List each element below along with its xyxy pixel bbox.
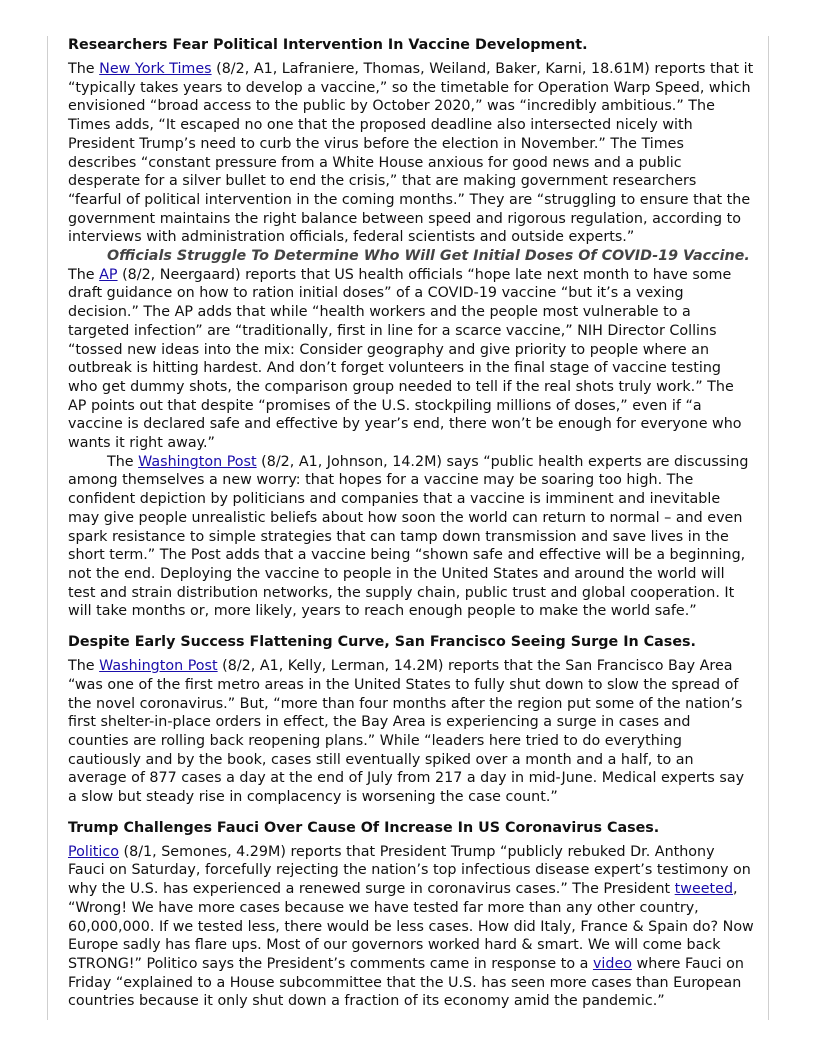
ap-link[interactable]: AP [99, 266, 118, 283]
newsletter-body [68, 36, 754, 1023]
article-paragraph [68, 657, 754, 807]
article-headline: Despite Early Success Flattening Curve, San Francisco Seeing Surge In Cases. [68, 634, 696, 651]
paragraph-text: The [107, 453, 139, 470]
paragraph-text: The [68, 658, 100, 675]
article-headline: Trump Challenges Fauci Over Cause Of Increase In US Coronavirus Cases. [68, 819, 660, 836]
article-headline: Researchers Fear Political Intervention In Vaccine Development. [68, 37, 588, 53]
paragraph-text: (8/2, A1, Johnson, 14.2M) says “public health experts are discussing among themselves a new worry: that hopes for a vaccine may be soaring too high. The confident depiction by politicians and companies that a vaccine is imminent and inevitable may give people unrealistic beliefs about how soon the world can return to normal – and even spark resistance to simple strategies that can tamp down transmission and save lives in the short term.” The Post adds that a vaccine being “shown safe and effective will be a beginning, not the end. Deploying the vaccine to people in the United States and around the world will test and strain distribution networks, the supply chain, public trust and global cooperation. It will take months or, more likely, years to reach enough people to make the world safe.” [68, 453, 749, 620]
article-paragraph [68, 453, 754, 621]
article-paragraph [68, 247, 754, 453]
paragraph-text: (8/2, A1, Kelly, Lerman, 14.2M) reports that the San Francisco Bay Area “was one of the first metro areas in the United States to fully shut down to slow the spread of the novel coronavirus.” But, “more than four months after the region put some of the nation’s first shelter-in-place orders in effect, the Bay Area is experiencing a surge in cases and counties are rolling back reopening plans.” While “leaders here tried to do everything cautiously and by the book, cases still eventually spiked over a month and a half, to an average of 877 cases a day at the end of July from 217 a day in mid-June. Medical experts say a slow but steady rise in complacency is worsening the case count.” [68, 658, 745, 806]
paragraph-text: (8/2, A1, Lafraniere, Thomas, Weiland, Baker, Karni, 18.61M) reports that it “typically takes years to develop a vaccine,” so the timetable for Operation Warp Speed, which envisioned “broad access to the public by October 2020,” was “incredibly ambitious.” The Times adds, “It escaped no one that the proposed deadline also intersected nicely with President Trump’s need to curb the virus before the election in November.” The Times describes “constant pressure from a White House anxious for good news and a public desperate for a silver bullet to end the crisis,” that are making government researchers “fearful of political intervention in the coming months.” They are “struggling to ensure that the government maintains the right balance between speed and rigorous regulation, according to interviews with administration officials, federal scientists and outside experts.” [68, 61, 754, 246]
article-paragraph [68, 60, 754, 247]
politico-link[interactable]: Politico [68, 843, 119, 860]
paragraph-subheadline: Officials Struggle To Determine Who Will Get Initial Doses Of COVID-19 Vaccine. [107, 248, 750, 265]
paragraph-text: The [68, 61, 100, 77]
right-margin-rule [768, 36, 769, 1020]
article-vaccine-intervention [68, 36, 754, 621]
new-york-times-link[interactable]: New York Times [99, 61, 212, 77]
video-link[interactable]: video [592, 955, 633, 972]
paragraph-text: (8/2, Neergaard) reports that US health officials “hope late next month to have some draft guidance on how to ration initial doses” of a COVID-19 vaccine “but it’s a vexing decision.” The AP adds that while “health workers and the people most vulnerable to a targeted infection” are “traditionally, first in line for a scarce vaccine,” NIH Director Collins “tossed new ideas into the mix: Consider geography and give priority to people where an outbreak is hitting hardest. And don’t forget volunteers in the final stage of vaccine testing who get dummy shots, the comparison group needed to tell if the real shots truly work.” The AP points out that despite “promises of the U.S. stockpiling millions of doses,” even if “a vaccine is declared safe and effective by year’s end, there won’t be enough for everyone who wants it right away.” [68, 266, 742, 452]
paragraph-text: The [68, 266, 100, 283]
left-margin-rule [47, 36, 48, 1020]
article-san-francisco-surge [68, 633, 754, 807]
tweeted-link[interactable]: tweeted [674, 881, 734, 898]
paragraph-text: where Fauci on Friday “explained to a House subcommittee that the U.S. has seen more cases than European countries because it only shut down a fraction of its economy amid the pandemic.” [68, 955, 744, 1010]
article-paragraph [68, 843, 754, 1011]
washington-post-link[interactable]: Washington Post [99, 658, 218, 675]
washington-post-link[interactable]: Washington Post [138, 453, 257, 470]
paragraph-text: , “Wrong! We have more cases because we have tested far more than any other country, 60,000,000. If we tested less, there would be less cases. How did Italy, France & Spain do? Now Europe sadly has flare ups. Most of our governors worked hard & smart. We will come back STRONG!” Politico says the President’s comments came in response to a [68, 881, 754, 972]
paragraph-text: (8/1, Semones, 4.29M) reports that President Trump “publicly rebuked Dr. Anthony Fauci on Saturday, forcefully rejecting the nation’s top infectious disease expert’s testimony on why the U.S. has experienced a renewed surge in coronavirus cases.” The President [68, 843, 751, 898]
article-trump-fauci [68, 819, 754, 1011]
